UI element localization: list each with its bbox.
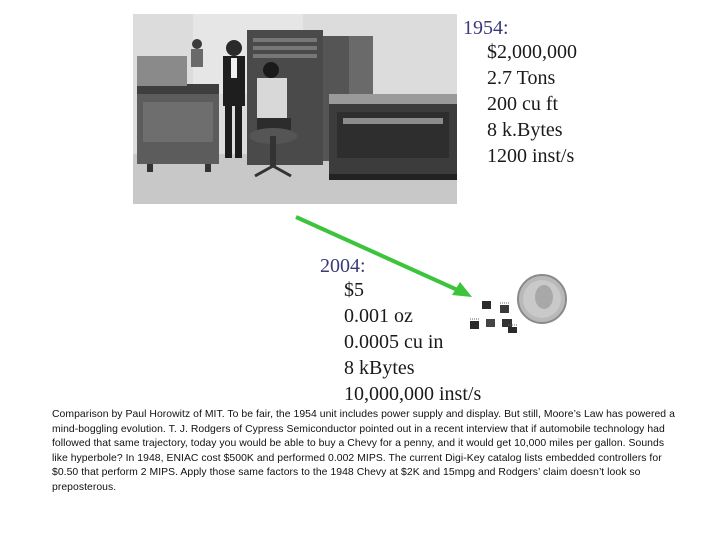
year-1954-label: 1954:	[463, 17, 509, 39]
spec-item: 10,000,000 inst/s	[344, 383, 482, 405]
spec-item: $5	[344, 279, 364, 301]
caption-text: Comparison by Paul Horowitz of MIT. To be fair, the 1954 unit includes power supply and display. But still, Moore’s Law has powered a mind-boggling evolution. T. J. Rodgers of Cypress Semiconductor pointed out in a recent interview that if automobile technology had followed that same trajectory, today you would be able to buy a Chevy for a penny, and it would get 10,000 miles per gallon. Sounds like hyperbole? In 1948, ENIAC cost $500K and performed 0.002 MIPS. The current Digi-Key catalog lists embedded controllers for $0.50 that perform 2 MIPS. Apply those same factors to the 1948 Chevy at $2K and 15mpg and Rodgers’ claim doesn’t look so preposterous.	[52, 409, 675, 493]
spec-item: 8 kBytes	[344, 357, 415, 379]
spec-item: 2.7 Tons	[487, 67, 556, 89]
year-2004-label: 2004:	[320, 255, 366, 277]
spec-item: 0.001 oz	[344, 305, 413, 327]
spec-item: 200 cu ft	[487, 93, 559, 115]
spec-item: 8 k.Bytes	[487, 119, 563, 141]
microcontroller-chips-icon	[458, 265, 568, 345]
spec-item: 0.0005 cu in	[344, 331, 444, 353]
chips-and-coin-illustration	[458, 265, 568, 345]
spec-item: 1200 inst/s	[487, 145, 575, 167]
spec-item: $2,000,000	[487, 41, 577, 63]
